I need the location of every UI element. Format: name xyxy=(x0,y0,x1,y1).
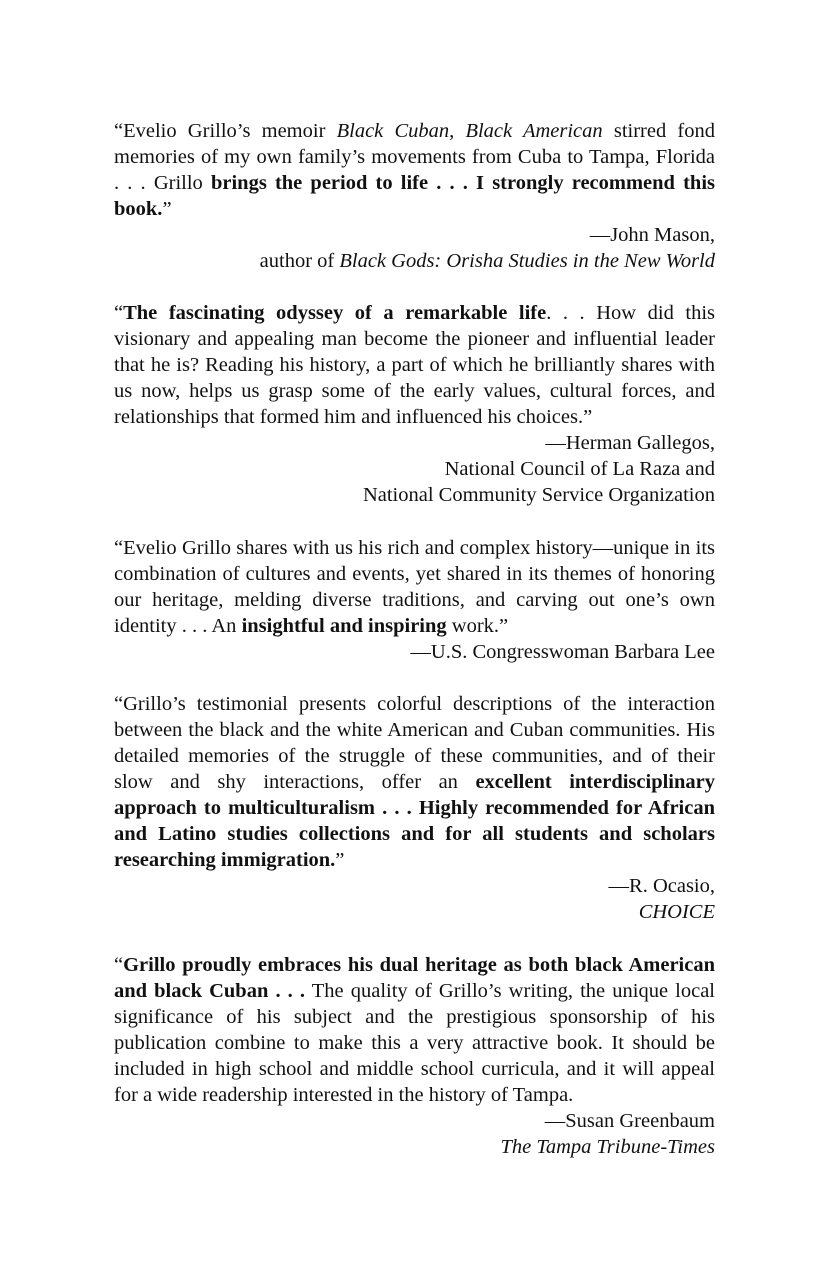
text-run: National Community Service Organization xyxy=(362,484,715,506)
attribution-line xyxy=(114,248,715,274)
text-run: author of xyxy=(259,250,340,272)
blurb-quote xyxy=(114,691,715,873)
text-run: —John Mason, xyxy=(589,224,715,246)
emphasis-bold: excellent interdisciplinary approach to multiculturalism . . . Highly recommended for African and Latino studies collections and for all students and scholars researching immigration. xyxy=(114,771,715,871)
emphasis-italic: CHOICE xyxy=(638,901,715,923)
attribution-line xyxy=(114,482,715,508)
blurb-r-ocasio xyxy=(114,691,715,925)
text-run: —U.S. Congresswoman Barbara Lee xyxy=(410,641,715,663)
attribution-line xyxy=(114,1134,715,1160)
emphasis-italic: Black Gods: Orisha Studies in the New World xyxy=(339,250,715,272)
text-run: “Evelio Grillo shares with us his rich and complex history—unique in its combination of cultures and events, yet shared in its themes of honoring our heritage, melding diverse traditions, and carving out one’s own identity . . . An xyxy=(114,537,715,637)
text-run: work.” xyxy=(446,615,509,637)
text-run: ” xyxy=(162,198,172,220)
text-run: . . . How did this visionary and appealing man become the pioneer and influential leader that he is? Reading his history, a part of which he brilliantly shares with us now, helps us grasp some of the early values, cultural forces, and relationships that formed him and influenced his choices.” xyxy=(114,302,715,428)
text-run: “ xyxy=(114,302,124,324)
text-run: ” xyxy=(335,849,345,871)
blurb-attribution xyxy=(114,222,715,274)
attribution-line xyxy=(114,456,715,482)
text-run: “Grillo’s testimonial presents colorful descriptions of the interaction between the black and the white American and Cuban communities. His detailed memories of the struggle of these communities, and of their slow and shy interactions, offer an xyxy=(114,693,715,793)
emphasis-bold: insightful and inspiring xyxy=(241,615,447,637)
blurb-susan-greenbaum xyxy=(114,952,715,1160)
text-run: “Evelio Grillo’s memoir xyxy=(114,120,337,142)
blurb-quote xyxy=(114,952,715,1108)
text-run: National Council of La Raza and xyxy=(444,458,715,480)
text-run: The quality of Grillo’s writing, the unique local significance of his subject and the prestigious sponsorship of his publication combine to make this a very attractive book. It should be included in high school and middle school curricula, and it will appeal for a wide readership interested in the history of Tampa. xyxy=(114,980,715,1106)
emphasis-italic: The Tampa Tribune-Times xyxy=(500,1136,715,1158)
text-run: “ xyxy=(114,954,124,976)
blurb-john-mason xyxy=(114,118,715,274)
text-run: —Susan Greenbaum xyxy=(544,1110,715,1132)
emphasis-bold: Grillo proudly embraces his dual heritage as both black American and black Cuban . . . xyxy=(114,954,715,1002)
blurb-barbara-lee xyxy=(114,535,715,665)
text-run: stirred fond memories of my own family’s movements from Cuba to Tampa, Florida . . . Grillo xyxy=(114,120,715,194)
blurb-attribution xyxy=(114,1108,715,1160)
blurb-attribution xyxy=(114,639,715,665)
blurb-attribution xyxy=(114,430,715,508)
attribution-line xyxy=(114,639,715,665)
emphasis-bold: brings the period to life . . . I strongly recommend this book. xyxy=(114,172,716,220)
emphasis-italic: Black Cuban, Black American xyxy=(336,120,603,142)
blurb-quote xyxy=(114,118,715,222)
blurb-quote xyxy=(114,535,715,639)
attribution-line xyxy=(114,1108,715,1134)
attribution-line xyxy=(114,899,715,925)
text-run: —Herman Gallegos, xyxy=(545,432,715,454)
emphasis-bold: The fascinating odyssey of a remarkable life xyxy=(123,302,547,324)
text-run: —R. Ocasio, xyxy=(608,875,715,897)
blurb-attribution xyxy=(114,873,715,925)
blurb-quote xyxy=(114,300,715,430)
attribution-line xyxy=(114,430,715,456)
attribution-line xyxy=(114,222,715,248)
attribution-line xyxy=(114,873,715,899)
blurb-herman-gallegos xyxy=(114,300,715,508)
